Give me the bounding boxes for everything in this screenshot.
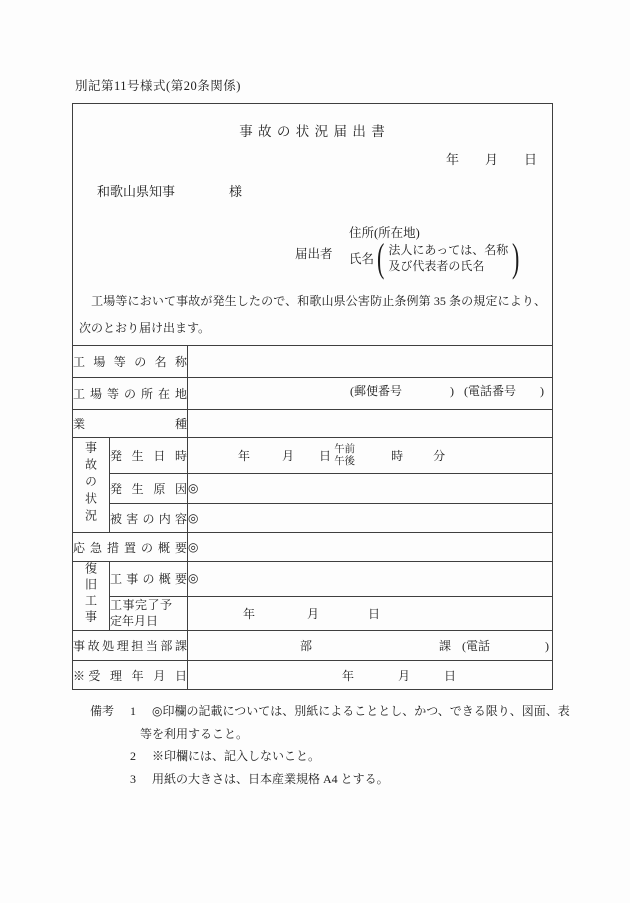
row-cause bbox=[73, 474, 553, 504]
open-paren: ( bbox=[377, 235, 385, 280]
work-summary-label-cell bbox=[110, 562, 188, 597]
completion-value-cell bbox=[188, 596, 553, 631]
damage-label: 被害の内容 bbox=[110, 511, 188, 526]
cause-value-cell bbox=[188, 474, 553, 504]
dept-label-cell bbox=[73, 631, 188, 661]
remark-number: 1 bbox=[130, 704, 136, 718]
telephone-close-label: ) bbox=[545, 639, 550, 653]
corporate-note-line2: 及び代表者の氏名 bbox=[388, 259, 485, 273]
form-table bbox=[72, 345, 553, 690]
remarks-items bbox=[130, 700, 576, 790]
remarks-label: 備考 bbox=[90, 704, 115, 718]
receipt-label-cell bbox=[73, 661, 188, 690]
hour-label: 時 bbox=[391, 449, 404, 463]
remark-item bbox=[130, 768, 576, 791]
close-paren: ) bbox=[512, 235, 520, 280]
corporate-note-line1: 法人にあっては、名称 bbox=[388, 243, 509, 257]
row-industry bbox=[73, 410, 553, 438]
notifier-name-row bbox=[349, 237, 523, 279]
row-occurrence-datetime bbox=[73, 438, 553, 474]
section-label: 課 bbox=[439, 639, 452, 653]
day-label: 日 bbox=[444, 668, 457, 683]
accident-status-group-cell bbox=[73, 438, 110, 533]
form-id-label: 別記第11号様式(第20条関係) bbox=[75, 79, 241, 93]
damage-label-cell bbox=[110, 504, 188, 533]
factory-name-value-cell bbox=[188, 346, 553, 378]
am-label: 午前 bbox=[334, 443, 356, 455]
remarks-section bbox=[90, 700, 576, 790]
remark-item bbox=[130, 700, 576, 745]
pm-label: 午後 bbox=[334, 455, 356, 467]
month-label: 月 bbox=[307, 606, 320, 621]
telephone-open-label: (電話 bbox=[462, 639, 491, 653]
completion-label-cell bbox=[110, 596, 188, 631]
notifier-label: 届出者 bbox=[295, 247, 333, 261]
emergency-label-cell bbox=[73, 533, 188, 562]
accident-report-form bbox=[72, 103, 553, 690]
year-label: 年 bbox=[238, 449, 251, 463]
double-circle-mark: ◎ bbox=[188, 571, 199, 586]
industry-label: 業 種 bbox=[73, 417, 188, 431]
notifier-name-label: 氏名 bbox=[349, 252, 375, 266]
factory-name-label: 工 場 等 の 名 称 bbox=[73, 355, 188, 369]
double-circle-mark: ◎ bbox=[188, 510, 199, 525]
emergency-value-cell bbox=[188, 533, 553, 562]
row-damage bbox=[73, 504, 553, 533]
dept-value-cell bbox=[188, 631, 553, 661]
datetime-value-cell bbox=[188, 438, 553, 474]
corporate-note bbox=[387, 242, 509, 274]
honorific-label: 様 bbox=[229, 184, 243, 199]
phone-number-label: (電話番号 ) bbox=[464, 384, 544, 398]
remark-text: ※印欄には、記入しないこと。 bbox=[152, 749, 321, 763]
factory-name-label-cell bbox=[73, 346, 188, 378]
notifier-address-label: 住所(所在地) bbox=[349, 226, 420, 240]
addressee-line bbox=[97, 181, 242, 200]
work-summary-label: 工事の概要 bbox=[110, 572, 188, 587]
form-title: 事 故 の 状 況 届 出 書 bbox=[239, 124, 386, 139]
row-handling-department bbox=[73, 631, 553, 661]
double-circle-mark: ◎ bbox=[188, 481, 199, 495]
row-factory-name bbox=[73, 346, 553, 378]
factory-address-value-cell bbox=[188, 378, 553, 410]
row-emergency-measures bbox=[73, 533, 553, 562]
month-label: 月 bbox=[398, 668, 411, 683]
remark-number: 3 bbox=[130, 771, 136, 786]
industry-label-cell bbox=[73, 410, 188, 438]
remark-text: ◎印欄の記載については、別紙によることとし、かつ、できる限り、図面、表等を利用すること。 bbox=[140, 704, 570, 741]
damage-value-cell bbox=[188, 504, 553, 533]
am-pm-label bbox=[334, 444, 355, 468]
factory-address-label: 工 場 等 の 所 在 地 bbox=[73, 387, 188, 401]
year-label: 年 bbox=[243, 606, 256, 621]
accident-status-group-label: 事故の状況 bbox=[83, 440, 98, 526]
row-work-summary bbox=[73, 562, 553, 597]
receipt-label: ※受 理 年 月 日 bbox=[73, 668, 188, 683]
cause-label: 発 生 原 因 bbox=[110, 482, 188, 496]
department-label: 部 bbox=[300, 639, 313, 653]
minute-label: 分 bbox=[433, 449, 446, 463]
row-completion-date bbox=[73, 596, 553, 631]
day-label: 日 bbox=[368, 606, 381, 621]
factory-address-label-cell bbox=[73, 378, 188, 410]
remark-text: 用紙の大きさは、日本産業規格 A4 とする。 bbox=[152, 771, 389, 786]
restoration-group-cell bbox=[73, 562, 110, 631]
restoration-group-label: 復旧工事 bbox=[83, 562, 98, 626]
row-factory-address bbox=[73, 378, 553, 410]
work-summary-value-cell bbox=[188, 562, 553, 597]
completion-label: 工事完了予定年月日 bbox=[110, 598, 172, 629]
industry-value-cell bbox=[188, 410, 553, 438]
row-receipt-date bbox=[73, 661, 553, 690]
dept-label: 事故処理担当部課 bbox=[73, 639, 188, 653]
receipt-value-cell bbox=[188, 661, 553, 690]
day-label: 日 bbox=[319, 449, 332, 463]
prefecture-governor-label: 和歌山県知事 bbox=[97, 184, 176, 199]
cause-label-cell bbox=[110, 474, 188, 504]
remark-item bbox=[130, 745, 576, 768]
month-label: 月 bbox=[282, 449, 295, 463]
body-paragraph: 工場等において事故が発生したので、和歌山県公害防止条例第 35 条の規定により、次のとおり届け出ます。 bbox=[79, 294, 546, 335]
datetime-label-cell bbox=[110, 438, 188, 474]
postal-code-label: (郵便番号 ) bbox=[350, 384, 454, 398]
remark-number: 2 bbox=[130, 749, 136, 763]
double-circle-mark: ◎ bbox=[188, 539, 199, 554]
date-line: 年 月 日 bbox=[445, 152, 537, 167]
datetime-label: 発 生 日 時 bbox=[110, 449, 188, 463]
year-label: 年 bbox=[342, 668, 355, 683]
emergency-label: 応 急 措 置 の 概 要 bbox=[73, 540, 188, 555]
